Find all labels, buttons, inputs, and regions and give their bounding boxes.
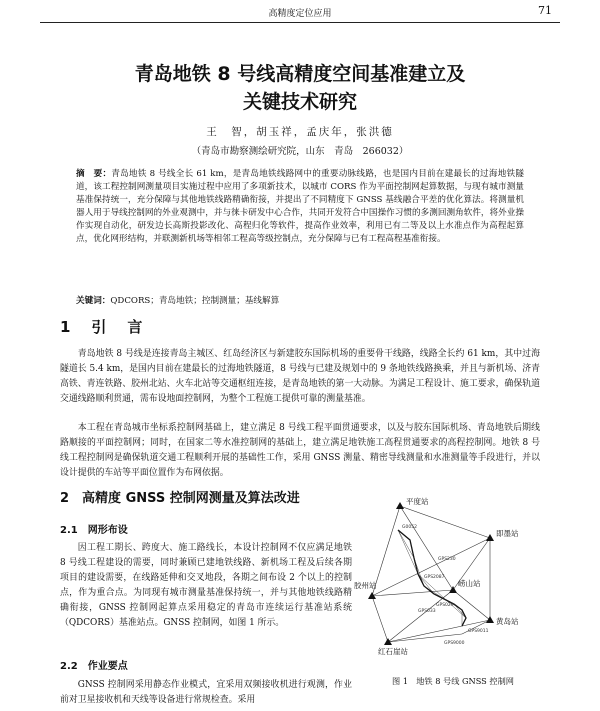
station-marker-pingdu xyxy=(396,502,404,509)
point-label: G0052 xyxy=(402,525,417,530)
point-label: GPS033 xyxy=(418,609,436,614)
point-label: GPS029 xyxy=(436,603,454,608)
subsection-2-2-paragraph: GNSS 控制网采用静态作业模式，宜采用双频接收机进行观测，作业前对卫星接收机和天线等设备进行常规检查。采用 xyxy=(60,680,352,705)
subsection-2-1-heading: 2.1 网形布设 xyxy=(60,525,128,536)
paper-title xyxy=(60,60,540,116)
station-marker-huangdao xyxy=(486,616,494,623)
keywords-label: 关键词： xyxy=(76,296,111,306)
abstract xyxy=(76,168,524,246)
abstract-text: 青岛地铁 8 号线全长 61 km，是青岛地铁线路网中的重要动脉线路，也是国内目前在建最长的过海地铁隧道，该工程控制网测量项目实施过程中应用了多项新技术，以城市 CORS 作为平面控制网起算数据，与现有城市测量基准保持统一，充分保障与其他地铁线路精确衔接，并提出了不同精度下 GNSS 基线融合平差的优化算法。将测量机器人用于导线控制网的外业观测中，并与徕卡研发中心合作，共同开发符合中国操作习惯的多测回测角软件，将外业操作实现自动化，研发边长高斯投影改化、高程归化等软件，提高作业效率，利用已有二等及以上水准点作为高程起算点，优化网形结构，并联测新机场等相邻工程高等级控制点，充分保障与已有工程高程基准衔接。 xyxy=(76,169,524,244)
point-label: GPS2087 xyxy=(424,575,445,580)
intro-paragraph-2: 本工程在青岛城市坐标系控制网基础上，建立满足 8 号线工程平面贯通要求，以及与胶东国际机场、青岛地铁后期线路顺接的平面控制网；同时，在国家二等水准控制网的基础上，建立满足地铁施工高程贯通要求的高程控制网。地铁 8 号线工程控制网是确保轨道交通工程顺利开展的基础性工作，采用 GNSS 测量、精密导线测量和水准测量等手段进行，并以设计提供的车站等平面位置作为布网依据。 xyxy=(60,423,540,478)
station-label-hongshiya: 红石崖站 xyxy=(378,647,408,656)
station-label-jimo: 即墨站 xyxy=(496,529,519,538)
station-label-huangdao: 黄岛站 xyxy=(496,617,519,626)
section-2-heading: 2 高精度 GNSS 控制网测量及算法改进 xyxy=(60,491,300,506)
running-title: 高精度定位应用 xyxy=(268,9,332,19)
figure-caption: 图 1 地铁 8 号线 GNSS 控制网 xyxy=(392,676,514,686)
network-baselines xyxy=(372,506,490,642)
point-label: GPS9011 xyxy=(468,629,489,634)
title-line-1: 青岛地铁 8 号线高精度空间基准建立及 xyxy=(134,63,466,85)
gnss-network-figure xyxy=(354,494,548,674)
header-divider xyxy=(40,22,560,23)
station-label-pingdu: 平度站 xyxy=(406,497,429,506)
station-marker-jimo xyxy=(486,534,494,541)
authors: 王 智，胡玉祥，孟庆年，张洪德 xyxy=(206,126,394,138)
intro-paragraph-1: 青岛地铁 8 号线是连接青岛主城区、红岛经济区与新建胶东国际机场的重要骨干线路，线路全长约 61 km，其中过海隧道长 5.4 km，是国内目前在建最长的过海地铁隧道，8 号线与已建及规划中的 9 条地铁线路换乘，并且与新机场、济青高铁、青连铁路、胶州北站、火车北站等交通枢纽连接，是青岛地铁的第一大动脉。为满足工程设计、施工要求，确保轨道交通线路顺利贯通，需布设地面控制网，为整个工程施工提供可靠的测量基准。 xyxy=(60,349,540,404)
station-marker-laoshan xyxy=(449,586,457,593)
station-label-laoshan: 崂山站 xyxy=(458,579,481,588)
keywords-text: QDCORS；青岛地铁；控制测量；基线解算 xyxy=(110,296,280,306)
abstract-label: 摘 要： xyxy=(76,169,112,179)
section-1-heading: 1 引 言 xyxy=(60,318,146,336)
page-number: 71 xyxy=(538,4,552,17)
affiliation: （青岛市勘察测绘研究院，山东 青岛 266032） xyxy=(191,146,409,157)
keywords xyxy=(76,295,524,308)
subsection-2-1-paragraph: 因工程工期长、跨度大、施工路线长，本设计控制网不仅应满足地铁 8 号线工程建设的需要，同时兼顾已建地铁线路、新机场工程及后续各期项目的建设需要，在线路延伸和交叉地段，各期之间布设 2 个以上的控制点，作为重合点。为同现有城市测量基准保持统一，并与其他地铁线路精确衔接，GNSS 控制网起算点采用稳定的青岛市连续运行基准站系统（QDCORS）基准站点。GNSS 控制网，如图 1 所示。 xyxy=(60,543,352,628)
gnss-network-diagram xyxy=(354,494,548,674)
point-label: GPS9000 xyxy=(444,641,465,646)
title-line-2: 关键技术研究 xyxy=(242,91,357,113)
station-label-jiaozhou: 胶州站 xyxy=(354,581,377,590)
subsection-2-2-heading: 2.2 作业要点 xyxy=(60,661,128,672)
point-label: GPS230 xyxy=(438,557,456,562)
cors-stations xyxy=(368,502,494,645)
